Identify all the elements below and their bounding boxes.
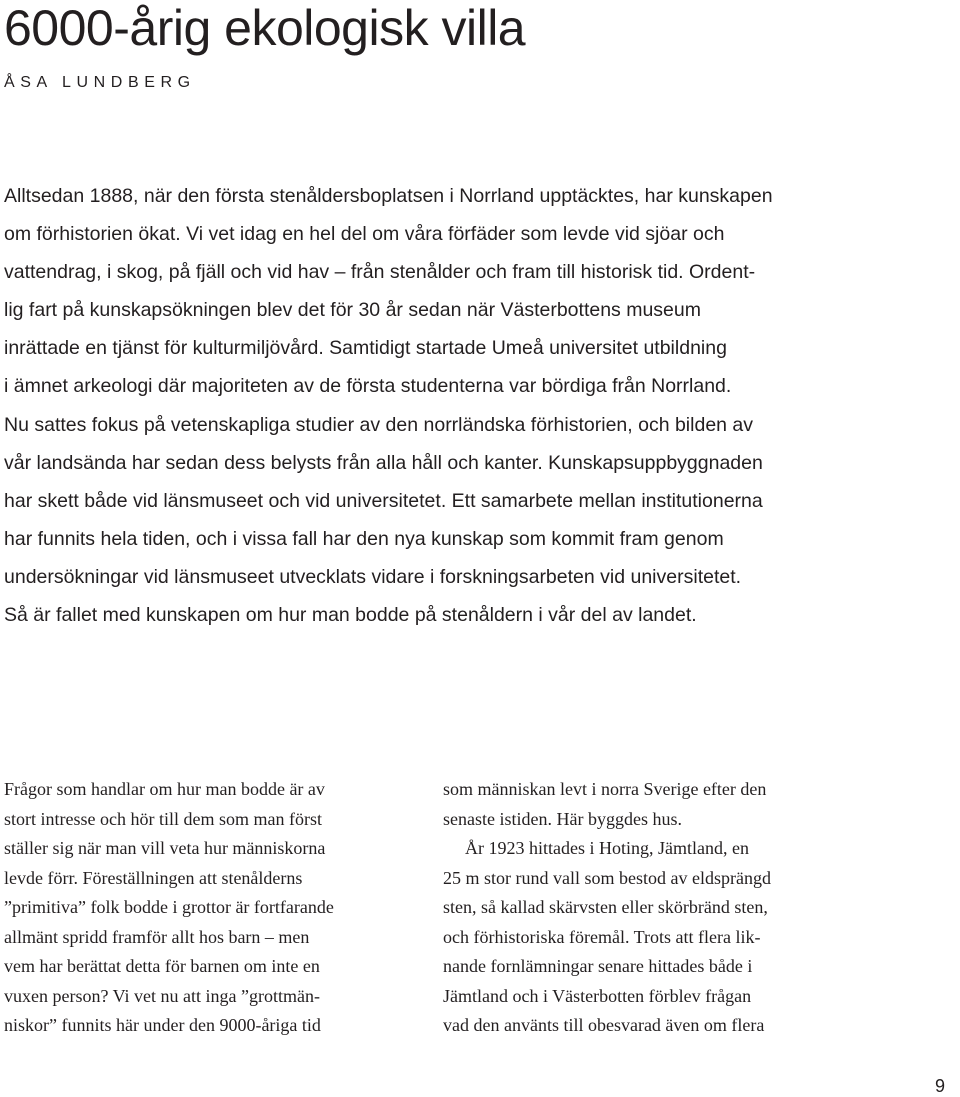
- body-line: och förhistoriska föremål. Trots att flera lik-: [443, 926, 761, 947]
- body-line: allmänt spridd framför allt hos barn – men: [4, 926, 310, 947]
- body-line: levde förr. Föreställningen att stenålderns: [4, 867, 303, 888]
- body-line: ställer sig när man vill veta hur människorna: [4, 838, 326, 858]
- body-line: vem har berättat detta för barnen om inte en: [4, 956, 320, 976]
- body-column-left: [4, 775, 404, 1041]
- intro-line: om förhistorien ökat. Vi vet idag en hel del om våra förfäder som levde vid sjöar och: [4, 223, 725, 246]
- intro-line: undersökningar vid länsmuseet utvecklats vidare i forskningsarbeten vid universitetet.: [4, 565, 742, 588]
- body-line: stort intresse och hör till dem som man först: [4, 808, 322, 829]
- intro-line: vattendrag, i skog, på fjäll och vid hav – från stenålder och fram till historisk tid. Ordent-: [4, 261, 756, 284]
- page-number: 9: [935, 1076, 946, 1096]
- article-title: 6000-årig ekologisk villa: [4, 0, 526, 56]
- body-line: niskor” funnits här under den 9000-åriga tid: [4, 1015, 321, 1035]
- body-line: som människan levt i norra Sverige efter den: [443, 779, 767, 799]
- body-line: vuxen person? Vi vet nu att inga ”grottmän-: [4, 985, 321, 1006]
- intro-paragraph: [4, 177, 834, 634]
- article-author: ÅSA LUNDBERG: [4, 74, 196, 91]
- body-line: senaste istiden. Här byggdes hus.: [443, 808, 682, 829]
- intro-line: inrättade en tjänst för kulturmiljövård. Samtidigt startade Umeå universitet utbildning: [4, 337, 727, 360]
- intro-line: Nu sattes fokus på vetenskapliga studier av den norrländska förhistorien, och bilden av: [4, 413, 754, 436]
- body-column-right: [443, 775, 843, 1041]
- body-line: År 1923 hittades i Hoting, Jämtland, en: [465, 838, 749, 858]
- intro-line: har skett både vid länsmuseet och vid universitetet. Ett samarbete mellan institutionerna: [4, 489, 763, 512]
- intro-line: lig fart på kunskapsökningen blev det för 30 år sedan när Västerbottens museum: [4, 299, 701, 322]
- intro-line: vår landsända har sedan dess belysts från alla håll och kanter. Kunskapsuppbyggnaden: [4, 451, 763, 474]
- intro-line: i ämnet arkeologi där majoriteten av de första studenterna var bördiga från Norrland.: [4, 375, 732, 398]
- body-line: Jämtland och i Västerbotten förblev frågan: [443, 985, 752, 1006]
- body-line: sten, så kallad skärvsten eller skörbränd sten,: [443, 897, 768, 917]
- body-line: nande fornlämningar senare hittades både i: [443, 956, 753, 976]
- body-line: Frågor som handlar om hur man bodde är av: [4, 779, 325, 799]
- body-line: vad den använts till obesvarad även om flera: [443, 1015, 765, 1035]
- body-line: 25 m stor rund vall som bestod av eldsprängd: [443, 867, 771, 888]
- intro-line: Alltsedan 1888, när den första stenåldersboplatsen i Norrland upptäcktes, har kunskapen: [4, 185, 773, 207]
- body-line: ”primitiva” folk bodde i grottor är fortfarande: [4, 897, 334, 917]
- intro-line: har funnits hela tiden, och i vissa fall har den nya kunskap som kommit fram genom: [4, 527, 724, 550]
- intro-line: Så är fallet med kunskapen om hur man bodde på stenåldern i vår del av landet.: [4, 604, 697, 627]
